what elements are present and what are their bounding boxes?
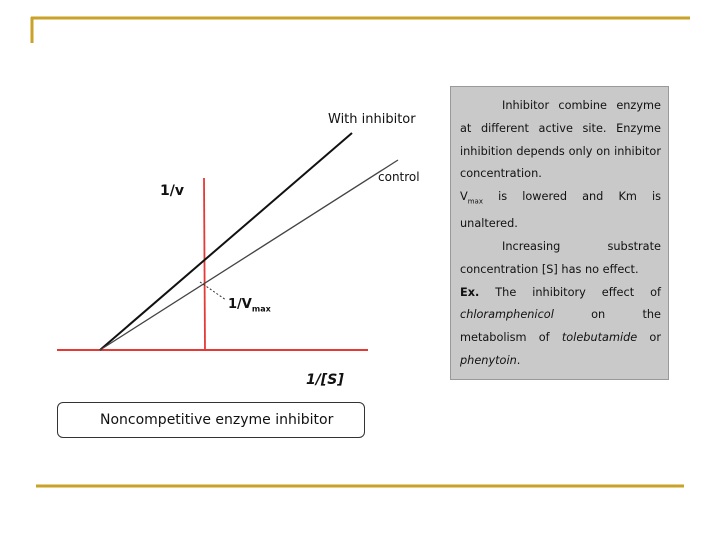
drug-phenytoin: phenytoin — [460, 354, 517, 368]
panel-paragraph-4 — [460, 282, 661, 373]
drug-tolebutamide: tolebutamide — [561, 331, 638, 345]
panel-paragraph-2-rest: is lowered and Km is unaltered. — [460, 190, 661, 231]
vmax-label-main: 1/V — [228, 297, 252, 312]
caption-box — [57, 402, 365, 438]
drug-chloramphenicol: chloramphenicol — [460, 308, 554, 322]
panel-p4-a: The inhibitory effect of — [479, 285, 661, 299]
panel-p4-d: . — [516, 354, 521, 368]
vmax-label-sub: max — [251, 304, 271, 314]
panel-p4-b: on the metabolism of — [460, 308, 661, 345]
panel-paragraph-2 — [460, 186, 661, 236]
caption-text: Noncompetitive enzyme inhibitor — [100, 412, 334, 428]
explanation-panel — [450, 86, 669, 380]
with-inhibitor-line — [100, 133, 352, 350]
vmax-text-sub: max — [467, 197, 483, 206]
panel-paragraph-1: Inhibitor combine enzyme at different active site. Enzyme inhibition depends only on inhibitor concentration. — [460, 99, 661, 181]
vmax-label — [228, 297, 271, 314]
panel-paragraph-3: Increasing substrate concentration [S] has no effect. — [460, 240, 661, 276]
control-line — [100, 160, 398, 350]
panel-p4-c: or — [637, 331, 661, 345]
x-axis-label: 1/[S] — [306, 372, 344, 388]
with-inhibitor-label: With inhibitor — [328, 112, 416, 127]
example-label: Ex. — [460, 285, 480, 299]
vmax-text: V — [460, 190, 468, 204]
control-label: control — [378, 170, 420, 184]
y-axis-line — [204, 178, 205, 351]
y-axis-label: 1/v — [160, 183, 184, 199]
